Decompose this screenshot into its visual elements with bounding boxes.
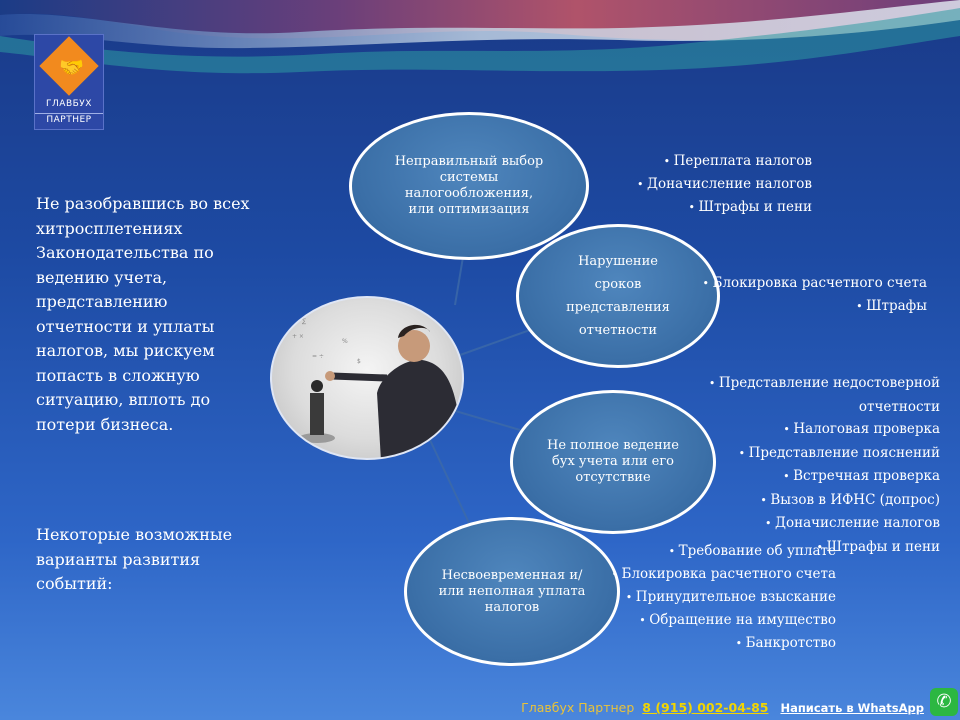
- consequence-item: • Доначисление налогов: [637, 173, 812, 196]
- options-text: Некоторые возможные варианты развития событий:: [36, 525, 233, 593]
- consequence-item: • Блокировка расчетного счета: [703, 272, 927, 295]
- consequence-item: • Представление пояснений: [680, 442, 940, 466]
- logo-text-line1: ГЛАВБУХ: [46, 99, 92, 109]
- svg-text:+ ×: + ×: [292, 333, 304, 340]
- consequence-item: • Принудительное взыскание: [612, 586, 836, 609]
- consequence-item: • Налоговая проверка: [680, 418, 940, 442]
- svg-text:%: %: [342, 338, 348, 345]
- footer-brand: Главбух Партнер: [521, 700, 635, 715]
- phone-link[interactable]: 8 (915) 002-04-85: [642, 700, 769, 715]
- consequence-item: • Штрафы и пени: [637, 196, 812, 219]
- consequences-list-3: [680, 372, 940, 559]
- node-label: Не полное ведение бух учета или его отсутствие: [547, 438, 679, 485]
- node-label: Нарушение сроков представления отчетности: [566, 254, 670, 338]
- consequence-item: • Представление недостоверной отчетности: [680, 372, 940, 418]
- node-tax-system-choice: [349, 112, 589, 260]
- svg-text:∑: ∑: [302, 318, 307, 325]
- intro-text: Не разобравшись во всех хитросплетениях Законодательства по ведению учета, представлению отчетности и уплаты налогов, мы рискуем попасть в сложную ситуацию, вплоть до потери бизнеса.: [36, 194, 250, 434]
- consequence-item: • Блокировка расчетного счета: [612, 563, 836, 586]
- consequence-item: • Обращение на имущество: [612, 609, 836, 632]
- node-label: Несвоевременная и/или неполная уплата налогов: [438, 567, 586, 615]
- node-reporting-deadlines: [516, 224, 720, 368]
- consequences-list-1: [637, 150, 812, 219]
- logo-text-line2: ПАРТНЕР: [35, 113, 103, 125]
- consequence-item: • Банкротство: [612, 632, 836, 655]
- handshake-icon: 🤝: [59, 55, 84, 79]
- consequences-list-4: [612, 540, 836, 655]
- consequences-list-2: [703, 272, 927, 318]
- consequence-item: • Встречная проверка: [680, 465, 940, 489]
- consequence-item: • Штрафы и пени: [680, 536, 940, 560]
- svg-text:$: $: [357, 358, 361, 365]
- consequence-item: • Переплата налогов: [637, 150, 812, 173]
- consequence-item: • Доначисление налогов: [680, 512, 940, 536]
- whatsapp-link[interactable]: Написать в WhatsApp: [780, 701, 924, 715]
- consequence-item: • Штрафы: [703, 295, 927, 318]
- consequence-item: • Вызов в ИФНС (допрос): [680, 489, 940, 513]
- node-late-tax-payment: [404, 517, 620, 666]
- footer-contacts: [521, 700, 924, 715]
- consequence-item: • Требование об уплате: [612, 540, 836, 563]
- whatsapp-icon[interactable]: ✆: [930, 688, 958, 716]
- businessman-photo: [270, 296, 464, 460]
- node-label: Неправильный выбор системы налогообложения, или оптимизация: [394, 154, 544, 217]
- svg-text:= ÷: = ÷: [312, 353, 324, 360]
